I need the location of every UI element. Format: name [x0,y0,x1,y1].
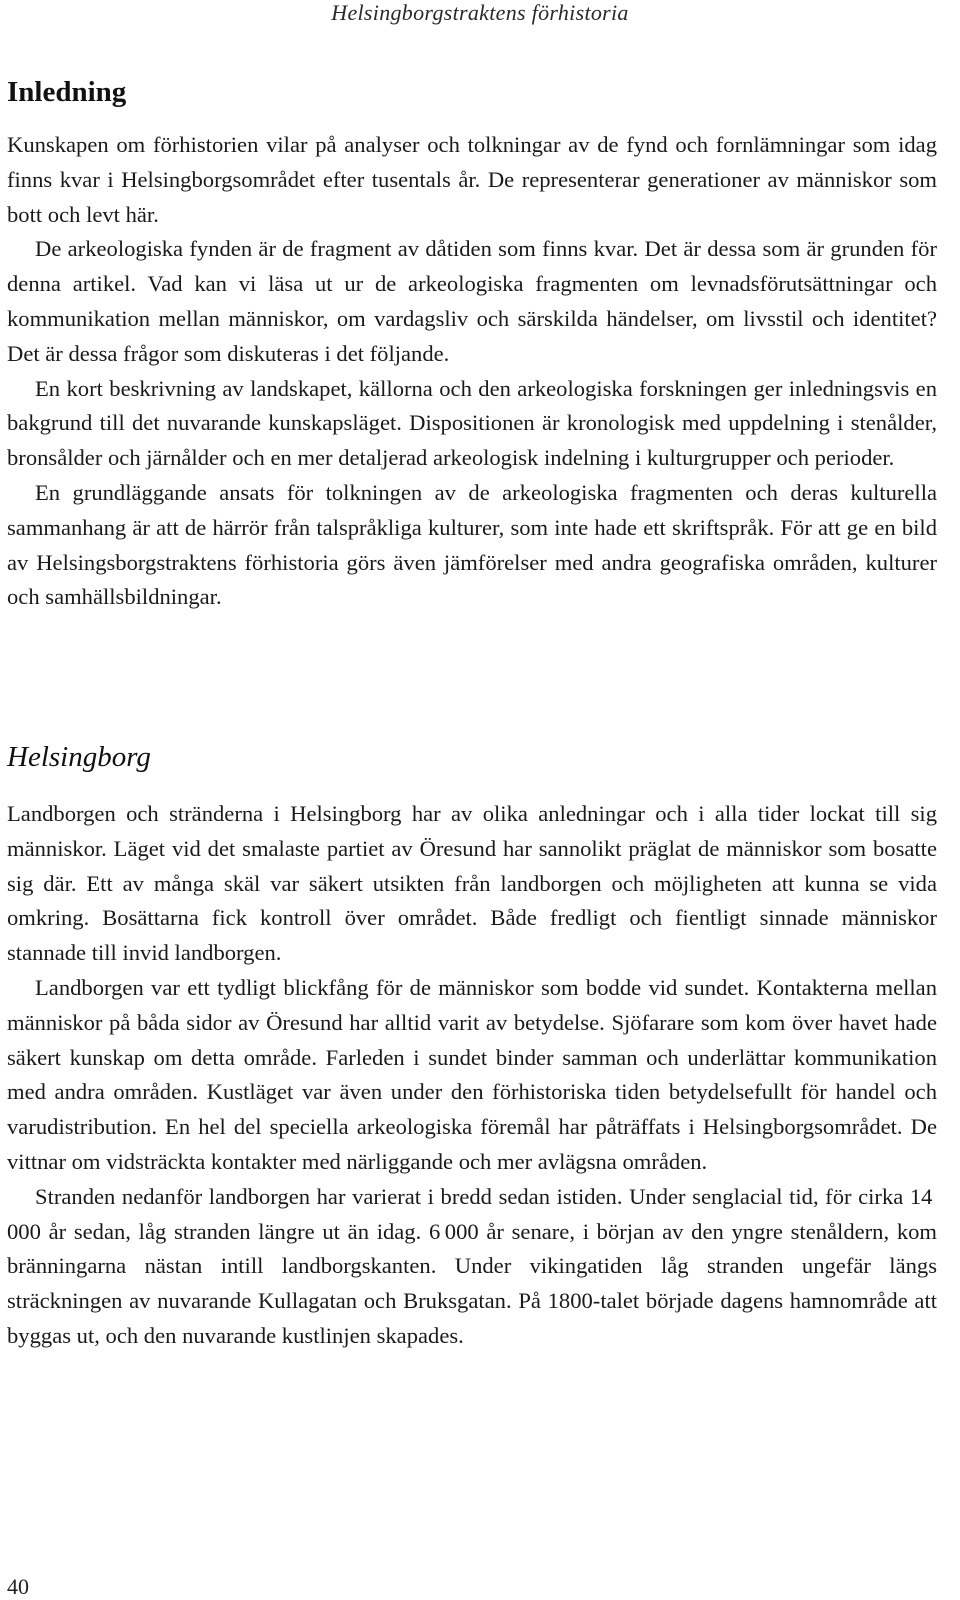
paragraph: De arkeologiska fynden är de fragment av dåtiden som finns kvar. Det är dessa som är grunden för denna artikel. Vad kan vi läsa ut ur de arkeologiska fragmenten om levnadsförutsättningar och kommunikation mellan människor, om vardagsliv och särskilda händelser, om livsstil och identitet? Det är dessa frågor som diskuteras i det följande. [7,236,937,366]
paragraph: Kunskapen om förhistorien vilar på analyser och tolkningar av de fynd och fornlämningar som idag finns kvar i Helsingborgsområdet efter tusentals år. De representerar generationer av människor som bott och levt här. [7,132,937,227]
section-heading-helsingborg: Helsingborg [7,741,151,773]
paragraph: En grundläggande ansats för tolkningen av de arkeologiska fragmenten och deras kulturella sammanhang är att de härrör från talspråkliga kulturer, som inte hade ett skriftspråk. För att ge en bild av Helsingsborgstraktens förhistoria görs även jämförelser med andra geografiska områden, kulturer och samhällsbildningar. [7,479,937,610]
paragraph: Stranden nedanför landborgen har varierat i bredd sedan istiden. Under senglacial tid, för cirka 14 000 år sedan, låg stranden längre ut än idag. 6 000 år senare, i början av den yngre stenåldern, kom bränningarna nästan intill landborgskanten. Under vikingatiden låg stranden ungefär längs sträckningen av nuvarande Kullagatan och Bruksgatan. På 1800-talet började dagens hamnområde att byggas ut, och den nuvarande kustlinjen skapades. [7,1183,937,1348]
section-helsingborg-body [7,797,937,1354]
section-heading-inledning: Inledning [7,76,127,108]
paragraph: En kort beskrivning av landskapet, källorna och den arkeologiska forskningen ger inledningsvis en bakgrund till det nuvarande kunskapsläget. Dispositionen är kronologisk med uppdelning i stenålder, bronsålder och järnålder och en mer detaljerad arkeologisk indelning i kulturgrupper och perioder. [7,375,937,471]
running-title: Helsingborgstraktens förhistoria [331,0,629,25]
section-inledning-body [7,128,937,615]
paragraph: Landborgen och stränderna i Helsingborg har av olika anledningar och i alla tider lockat till sig människor. Läget vid det smalaste partiet av Öresund har sannolikt präglat de människor som bosatte sig där. Ett av många skäl var säkert utsikten från landborgen och möjligheten att kunna se vida omkring. Bosättarna fick kontroll över området. Både fredligt och fientligt sinnade människor stannade till invid landborgen. [7,801,937,966]
paragraph: Landborgen var ett tydligt blickfång för de människor som bodde vid sundet. Kontakterna mellan människor på båda sidor av Öresund har alltid varit av betydelse. Sjöfarare som kom över havet hade säkert kunskap om detta område. Farleden i sundet binder samman och underlättar kommunikation med andra områden. Kustläget var även under den förhistoriska tiden betydelsefullt för handel och varudistribution. En hel del speciella arkeologiska föremål har påträffats i Helsingborgsområdet. De vittnar om vidsträckta kontakter med närliggande och mer avlägsna områden. [7,974,937,1174]
page-number: 40 [7,1574,29,1599]
